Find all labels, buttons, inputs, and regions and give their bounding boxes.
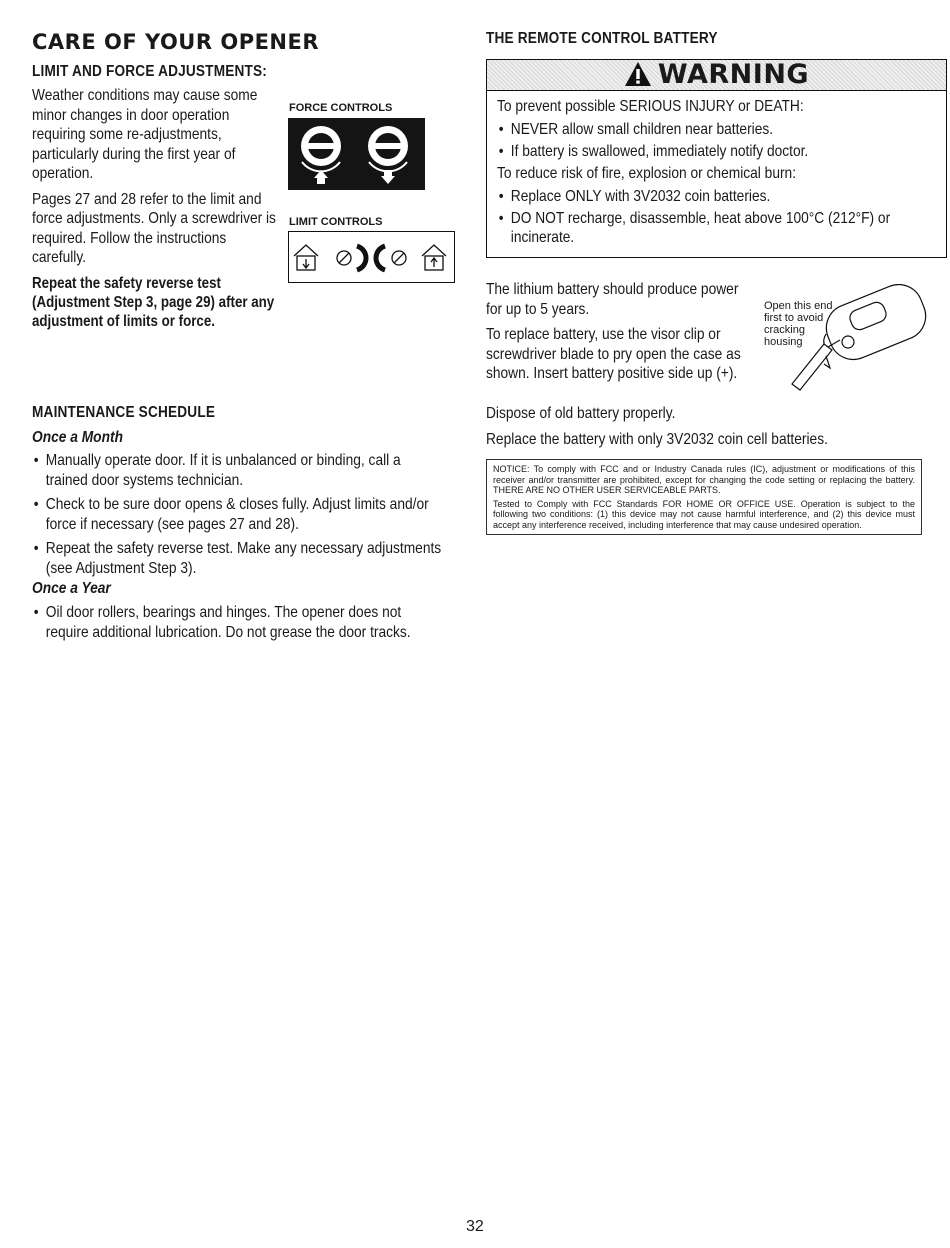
limit-text-block — [32, 86, 322, 337]
remote-housing-icon — [819, 284, 930, 367]
warning-triangle-icon — [624, 61, 652, 87]
remote-figure — [790, 284, 930, 394]
list-item: • Manually operate door. If it is unbalanced or binding, call a trained door systems technician. — [32, 451, 445, 490]
page-number: 32 — [466, 1218, 484, 1235]
list-item: • Replace ONLY with 3V2032 coin batteries. — [497, 187, 944, 206]
page-title: CARE OF YOUR OPENER — [32, 30, 320, 54]
force-controls-label: FORCE CONTROLS — [289, 102, 393, 114]
warning-title: WARNING — [657, 59, 810, 90]
force-dial-close-icon — [368, 126, 408, 184]
year-list-block — [32, 603, 512, 647]
year-list — [32, 603, 445, 642]
notice-text-1: NOTICE: To comply with FCC and or Industry Canada rules (IC), adjustment or modifications of this receiver and/or transmitter are prohibited, except for changing the code setting or replacing the battery. THERE ARE NO OTHER USER SERVICEABLE PARTS. — [493, 464, 915, 495]
limit-bold-note: Repeat the safety reverse test (Adjustment Step 3, page 29) after any adjustment of limits or force. — [32, 274, 275, 330]
list-item: • DO NOT recharge, disassemble, heat above 100°C (212°F) or incinerate. — [497, 209, 944, 247]
list-item: • Oil door rollers, bearings and hinges. The opener does not require additional lubrication. Do not grease the door tracks. — [32, 603, 445, 642]
battery-para-4: Replace the battery with only 3V2032 coin cell batteries. — [486, 430, 828, 448]
battery-para-1: The lithium battery should produce power for up to 5 years. — [486, 281, 739, 318]
battery-para-2: To replace battery, use the visor clip or screwdriver blade to pry open the case as shown. Insert battery positive side up (+). — [486, 326, 741, 382]
month-list — [32, 451, 445, 578]
warning-line-2: To reduce risk of fire, explosion or chemical burn: — [497, 165, 797, 182]
warning-line-1: To prevent possible SERIOUS INJURY or DEATH: — [497, 98, 804, 115]
limit-screw-open-icon — [337, 251, 351, 265]
list-item: • If battery is swallowed, immediately notify doctor. — [497, 142, 944, 161]
warning-list-1 — [497, 120, 944, 161]
remote-battery-heading: THE REMOTE CONTROL BATTERY — [486, 30, 718, 47]
month-list-block — [32, 451, 512, 583]
battery-para-3: Dispose of old battery properly. — [486, 405, 676, 422]
maintenance-heading: MAINTENANCE SCHEDULE — [32, 404, 216, 421]
limit-heading: LIMIT AND FORCE ADJUSTMENTS: — [32, 63, 268, 80]
limit-arrow-left-icon — [357, 246, 366, 270]
battery-text-block-2 — [486, 404, 950, 455]
remote-caption: Open this end first to avoid cracking housing — [764, 300, 833, 348]
fcc-notice-box — [486, 459, 922, 535]
house-up-icon — [422, 245, 446, 270]
limit-para-1: Weather conditions may cause some minor changes in door operation requiring some re-adjustments, particularly during the first year of operation. — [32, 87, 258, 182]
notice-text-2: Tested to Comply with FCC Standards FOR HOME OR OFFICE USE. Operation is subject to the following two conditions: (1) this device may not cause harmful interference, and (2) this device must accept any interference received, including interference that may cause undesired operation. — [493, 498, 915, 530]
limit-para-2: Pages 27 and 28 refer to the limit and force adjustments. Only a screwdriver is required. Follow the instructions carefully. — [32, 190, 276, 266]
warning-box — [486, 59, 947, 258]
once-a-year-heading: Once a Year — [32, 580, 111, 597]
limit-controls-figure — [288, 231, 455, 283]
house-down-icon — [294, 245, 318, 270]
list-item: • NEVER allow small children near batteries. — [497, 120, 944, 139]
battery-text-block — [486, 280, 786, 390]
limit-arrow-right-icon — [376, 246, 385, 270]
limit-screw-close-icon — [392, 251, 406, 265]
once-a-month-heading: Once a Month — [32, 429, 123, 446]
warning-body — [487, 91, 950, 247]
warning-list-2 — [497, 187, 944, 247]
limit-controls-label: LIMIT CONTROLS — [289, 216, 383, 228]
force-controls-figure — [288, 118, 425, 190]
warning-banner — [487, 60, 946, 91]
list-item: • Repeat the safety reverse test. Make any necessary adjustments (see Adjustment Step 3). — [32, 539, 445, 578]
list-item: • Check to be sure door opens & closes fully. Adjust limits and/or force if necessary (see pages 27 and 28). — [32, 495, 445, 534]
force-dial-open-icon — [301, 126, 341, 184]
